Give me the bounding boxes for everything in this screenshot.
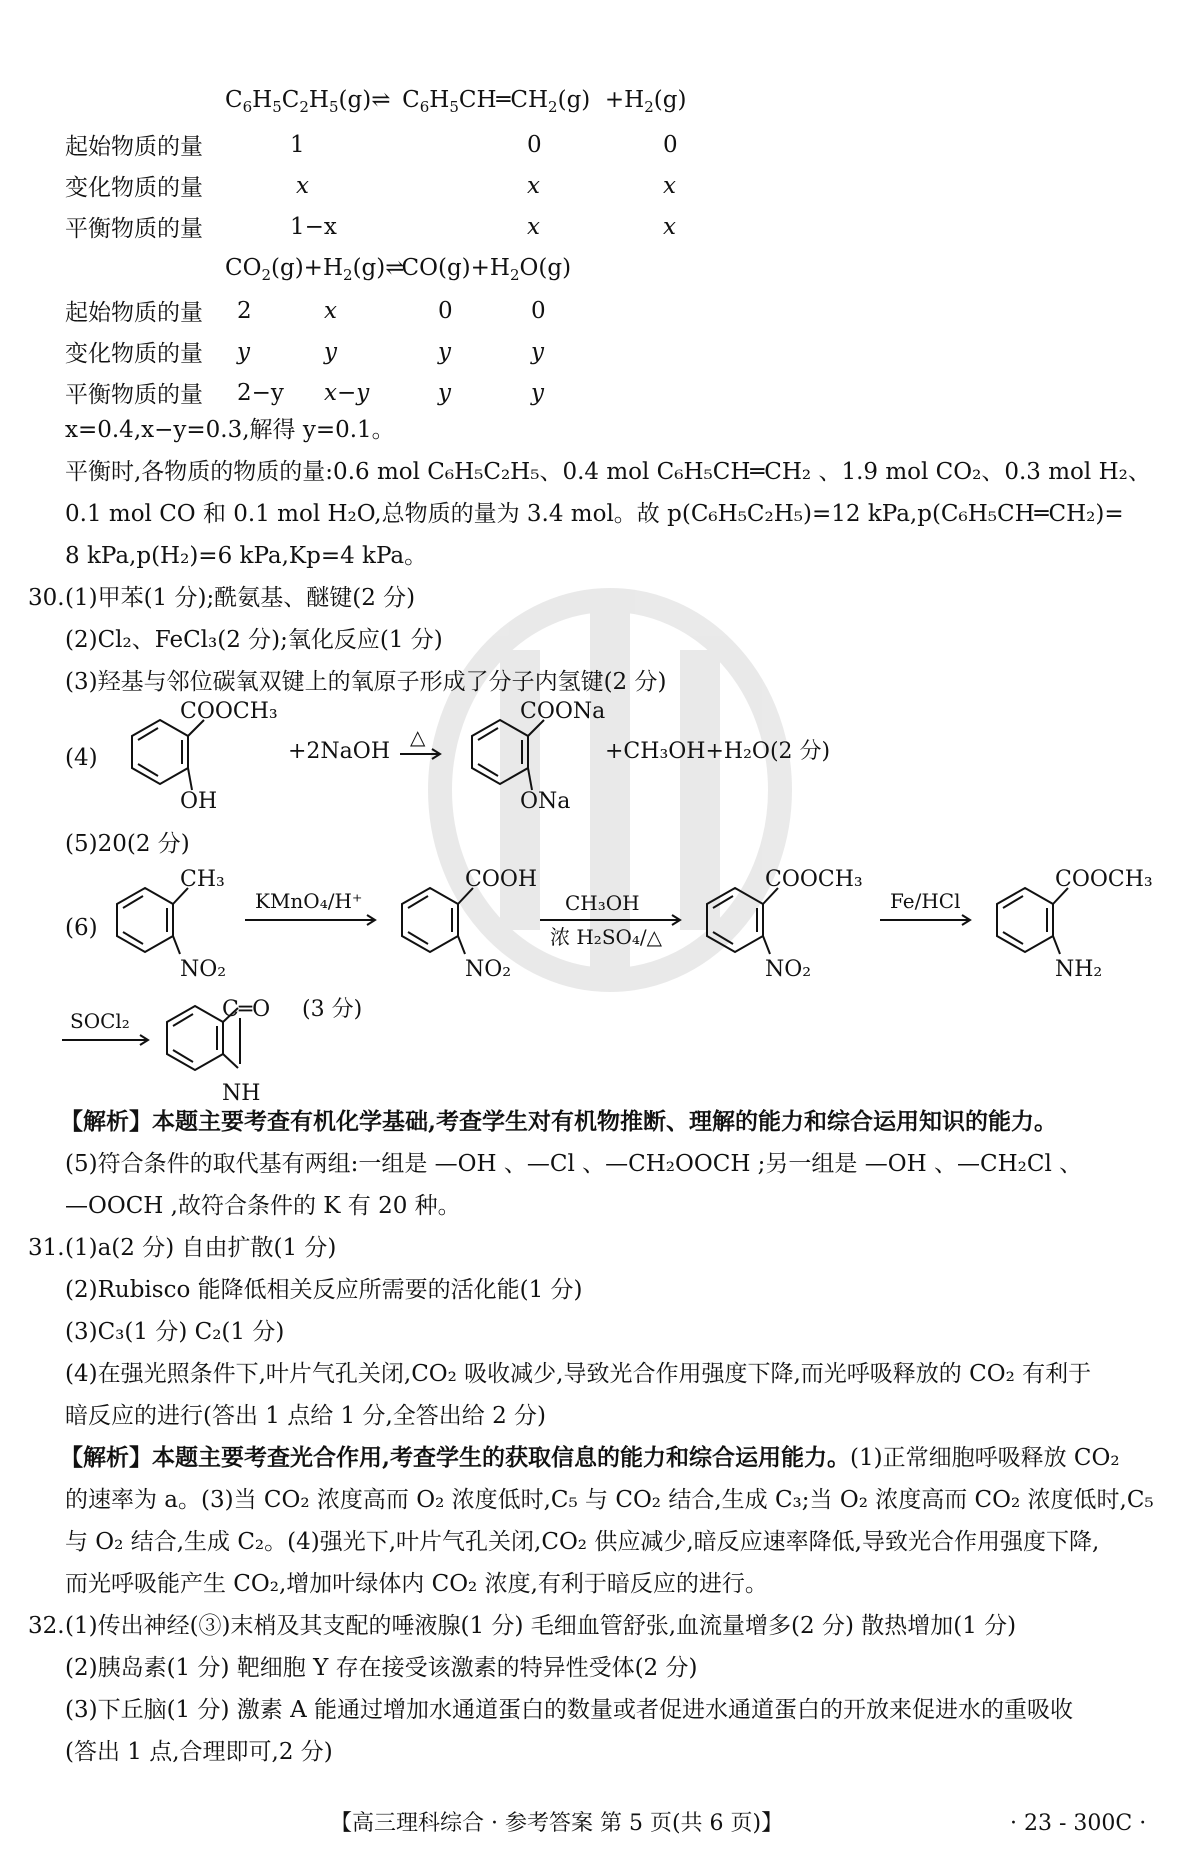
row-label: 变化物质的量 — [65, 341, 203, 367]
equilibrium-table-2: 起始物质的量 2 x 0 0 变化物质的量 y y y y 平衡物质的量 2−y x−y y y — [65, 290, 546, 413]
q31-analysis-line-1: 【解析】本题主要考查光合作用,考查学生的获取信息的能力和综合运用能力。(1)正常细胞呼吸释放 CO₂ — [60, 1444, 1120, 1471]
group-label: NH — [222, 1081, 261, 1106]
q31-analysis-line-4: 而光呼吸能产生 CO₂,增加叶绿体内 CO₂ 浓度,有利于暗反应的进行。 — [65, 1571, 768, 1597]
group-label: COOCH₃ — [180, 699, 278, 724]
row-label: 平衡物质的量 — [65, 382, 203, 408]
q31-answer-3: (3)C₃(1 分) C₂(1 分) — [65, 1319, 285, 1345]
group-label: COOCH₃ — [765, 867, 863, 892]
benzene-ring — [472, 720, 544, 790]
q30-answer-4-label: (4) — [65, 745, 98, 771]
benzene-ring — [707, 888, 778, 954]
q30-answer-3: (3)羟基与邻位碳氧双键上的氧原子形成了分子内氢键(2 分) — [65, 669, 667, 695]
reagent-label: CH₃OH — [565, 891, 640, 915]
condition-label: △ — [410, 725, 426, 749]
q31-answer-4-line-1: (4)在强光照条件下,叶片气孔关闭,CO₂ 吸收减少,导致光合作用强度下降,而光呼吸释放的 CO₂ 有利于 — [65, 1361, 1092, 1387]
balance-line-3: 8 kPa,p(H₂)=6 kPa,Kp=4 kPa。 — [65, 543, 428, 569]
row-label: 变化物质的量 — [65, 175, 203, 201]
q32-answer-2: (2)胰岛素(1 分) 靶细胞 Y 存在接受该激素的特异性受体(2 分) — [65, 1655, 698, 1681]
q30-answer-1: (1)甲苯(1 分);酰氨基、醚键(2 分) — [65, 585, 416, 611]
q31-analysis-line-3: 与 O₂ 结合,生成 C₂。(4)强光下,叶片气孔关闭,CO₂ 供应减少,暗反应速率降低,导致光合作用强度下降, — [65, 1529, 1100, 1555]
reagent-label: Fe/HCl — [890, 889, 961, 913]
equation-1: $C_6H_5C_2H_5(g)\rightleftharpoons$ $C_6H_5CH═CH_2(g) +H_2(g)$ — [225, 87, 687, 116]
reaction-arrow — [245, 915, 375, 925]
q30-reaction-4 — [100, 700, 860, 830]
balance-line-1: 平衡时,各物质的物质的量:0.6 mol C₆H₅C₂H₅、0.4 mol C₆H₅CH═CH₂ 、1.9 mol CO₂、0.3 mol H₂、 — [65, 459, 1151, 485]
balance-line-2: 0.1 mol CO 和 0.1 mol H₂O,总物质的量为 3.4 mol。故 p(C₆H₅C₂H₅)=12 kPa,p(C₆H₅CH═CH₂)= — [65, 501, 1124, 527]
solve-line: x=0.4,x−y=0.3,解得 y=0.1。 — [65, 417, 395, 443]
benzene-ring — [997, 888, 1068, 954]
reaction-arrow — [540, 915, 680, 925]
group-label: NO₂ — [765, 957, 812, 982]
q31-number: 31. — [28, 1235, 65, 1261]
reagent-label: SOCl₂ — [70, 1009, 130, 1033]
q31-answer-2: (2)Rubisco 能降低相关反应所需要的活化能(1 分) — [65, 1277, 583, 1303]
page-code: · 23 - 300C · — [1010, 1811, 1147, 1836]
group-label: C═O — [222, 997, 271, 1022]
group-label: CH₃ — [180, 867, 225, 892]
row-label: 起始物质的量 — [65, 134, 203, 160]
benzene-ring — [132, 720, 204, 790]
group-label: COOCH₃ — [1055, 867, 1153, 892]
q31-answer-4-line-2: 暗反应的进行(答出 1 点给 1 分,全答出给 2 分) — [65, 1403, 547, 1429]
row-label: 平衡物质的量 — [65, 216, 203, 242]
reaction-arrow — [880, 915, 970, 925]
benzene-ring — [402, 888, 473, 954]
group-label: OH — [180, 789, 218, 814]
q30-answer-2: (2)Cl₂、FeCl₃(2 分);氧化反应(1 分) — [65, 627, 443, 653]
q30-explain-5-line-2: —OOCH ,故符合条件的 K 有 20 种。 — [65, 1193, 461, 1219]
reagent-label: KMnO₄/H⁺ — [255, 889, 363, 913]
q30-answer-5: (5)20(2 分) — [65, 831, 190, 857]
q32-answer-3-line-2: (答出 1 点,合理即可,2 分) — [65, 1739, 333, 1765]
equation-2: $CO_2(g)+H_2(g)\rightleftharpoons CO(g)+H_2O(g)$ — [225, 255, 572, 284]
q32-answer-1: (1)传出神经(③)末梢及其支配的唾液腺(1 分) 毛细血管舒张,血流量增多(2 分) 散热增加(1 分) — [65, 1613, 1017, 1639]
score-label: (3 分) — [302, 997, 363, 1022]
q30-explain-5-line-1: (5)符合条件的取代基有两组:一组是 —OH 、—Cl 、—CH₂OOCH ;另一组是 —OH 、—CH₂Cl 、 — [65, 1151, 1083, 1177]
q30-analysis: 【解析】本题主要考查有机化学基础,考查学生对有机物推断、理解的能力和综合运用知识的能力。 — [60, 1108, 1058, 1135]
page-footer: 【高三理科综合 · 参考答案 第 5 页(共 6 页)】 — [330, 1811, 784, 1836]
reaction-arrow — [62, 1035, 148, 1045]
q32-answer-3-line-1: (3)下丘脑(1 分) 激素 A 能通过增加水通道蛋白的数量或者促进水通道蛋白的开放来促进水的重吸收 — [65, 1697, 1074, 1723]
group-label: COONa — [520, 699, 606, 724]
group-label: NO₂ — [465, 957, 512, 982]
q31-analysis-line-2: 的速率为 a。(3)当 CO₂ 浓度高而 O₂ 浓度低时,C₅ 与 CO₂ 结合,生成 C₃;当 O₂ 浓度高而 CO₂ 浓度低时,C₅ — [65, 1487, 1154, 1513]
group-label: NO₂ — [180, 957, 227, 982]
q30-synthesis-route — [70, 867, 1160, 1108]
group-label: NH₂ — [1055, 957, 1103, 982]
group-label: COOH — [465, 867, 538, 892]
benzene-ring — [117, 888, 188, 954]
condition-label: 浓 H₂SO₄/△ — [550, 925, 663, 949]
equilibrium-table-1: 起始物质的量 1 0 0 变化物质的量 x x x 平衡物质的量 1−x x x — [65, 124, 678, 247]
reaction-arrow — [400, 749, 440, 759]
q32-number: 32. — [28, 1613, 65, 1639]
q31-answer-1: (1)a(2 分) 自由扩散(1 分) — [65, 1235, 337, 1261]
q30-number: 30. — [28, 585, 65, 611]
q30-answer-6-label: (6) — [65, 915, 98, 941]
reagent-label: +2NaOH — [288, 739, 391, 764]
group-label: ONa — [520, 789, 571, 814]
row-label: 起始物质的量 — [65, 300, 203, 326]
products-label: +CH₃OH+H₂O(2 分) — [605, 739, 831, 764]
